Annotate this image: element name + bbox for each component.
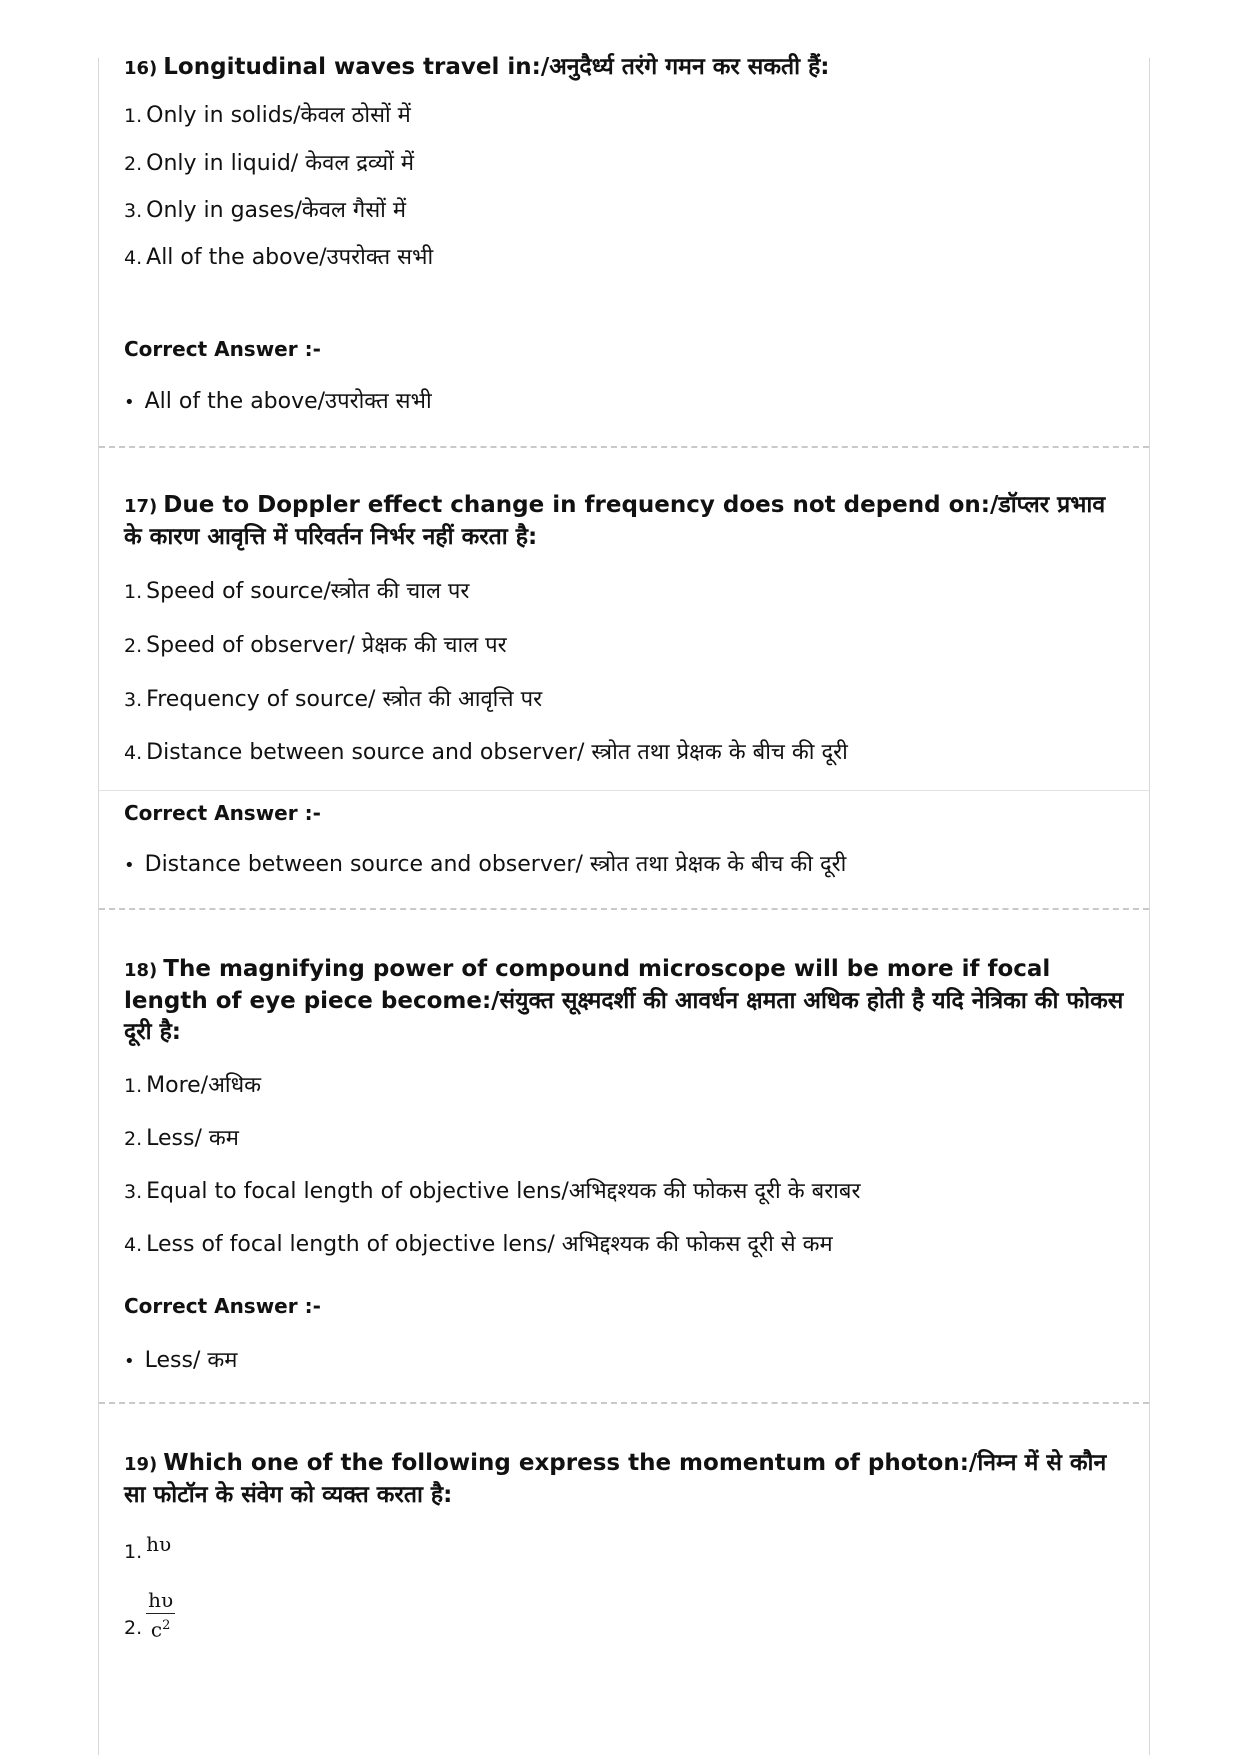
option-3: 3. Frequency of source/ स्त्रोत की आवृत्ति पर bbox=[124, 687, 543, 712]
answer-divider bbox=[99, 790, 1149, 791]
question-text: The magnifying power of compound microscope will be more if focal length of eye piece become:/संयुक्त सूक्ष्मदर्शी की आवर्धन क्षमता अधिक होती है यदि नेत्रिका की फोकस दूरी है: bbox=[124, 956, 1124, 1045]
option-2: 2. Less/ कम bbox=[124, 1126, 239, 1151]
option-1: 1. hυ bbox=[124, 1532, 172, 1563]
option-4: 4. All of the above/उपरोक्त सभी bbox=[124, 245, 434, 270]
question-text: Due to Doppler effect change in frequency does not depend on:/डॉप्लर प्रभाव के कारण आवृत्ति में परिवर्तन निर्भर नहीं करता है: bbox=[124, 492, 1106, 550]
question-number: 19) bbox=[124, 1454, 158, 1475]
correct-answer-label: Correct Answer :- bbox=[124, 337, 321, 361]
correct-answer: • All of the above/उपरोक्त सभी bbox=[124, 389, 432, 414]
option-3: 3. Equal to focal length of objective lens/अभिद्दश्यक की फोकस दूरी के बराबर bbox=[124, 1179, 861, 1204]
question-divider bbox=[99, 446, 1149, 448]
formula-h-nu: hυ bbox=[146, 1532, 172, 1556]
option-1: 1. Only in solids/केवल ठोसों में bbox=[124, 103, 411, 128]
option-2: 2. $\frac{h\upsilon}{c^2}$ bbox=[124, 1588, 174, 1642]
question-number: 16) bbox=[124, 58, 158, 79]
correct-answer-label: Correct Answer :- bbox=[124, 801, 321, 825]
question-17 bbox=[124, 490, 1124, 553]
question-divider bbox=[99, 1402, 1149, 1404]
option-2: 2. Only in liquid/ केवल द्रव्यों में bbox=[124, 151, 415, 176]
option-2: 2. Speed of observer/ प्रेक्षक की चाल पर bbox=[124, 633, 507, 658]
question-18 bbox=[124, 954, 1124, 1048]
option-4: 4. Less of focal length of objective lens/ अभिद्दश्यक की फोकस दूरी से कम bbox=[124, 1232, 833, 1257]
question-divider bbox=[99, 908, 1149, 910]
question-number: 17) bbox=[124, 496, 158, 517]
question-text: Longitudinal waves travel in:/अनुदैर्ध्य तरंगे गमन कर सकती हैं: bbox=[163, 54, 830, 80]
correct-answer: • Less/ कम bbox=[124, 1348, 238, 1373]
option-1: 1. Speed of source/स्त्रोत की चाल पर bbox=[124, 579, 470, 604]
correct-answer-label: Correct Answer :- bbox=[124, 1294, 321, 1318]
option-3: 3. Only in gases/केवल गैसों में bbox=[124, 198, 407, 223]
correct-answer: • Distance between source and observer/ स्त्रोत तथा प्रेक्षक के बीच की दूरी bbox=[124, 852, 847, 877]
option-1: 1. More/अधिक bbox=[124, 1073, 262, 1098]
question-16 bbox=[124, 52, 1124, 84]
question-19 bbox=[124, 1448, 1124, 1511]
formula-h-nu-over-c-squared: $\frac{h\upsilon}{c^2}$ bbox=[148, 1588, 174, 1642]
option-4: 4. Distance between source and observer/ स्त्रोत तथा प्रेक्षक के बीच की दूरी bbox=[124, 740, 848, 765]
question-text: Which one of the following express the momentum of photon:/निम्न में से कौन सा फोटॉन के संवेग को व्यक्त करता है: bbox=[124, 1450, 1107, 1508]
question-number: 18) bbox=[124, 960, 158, 981]
